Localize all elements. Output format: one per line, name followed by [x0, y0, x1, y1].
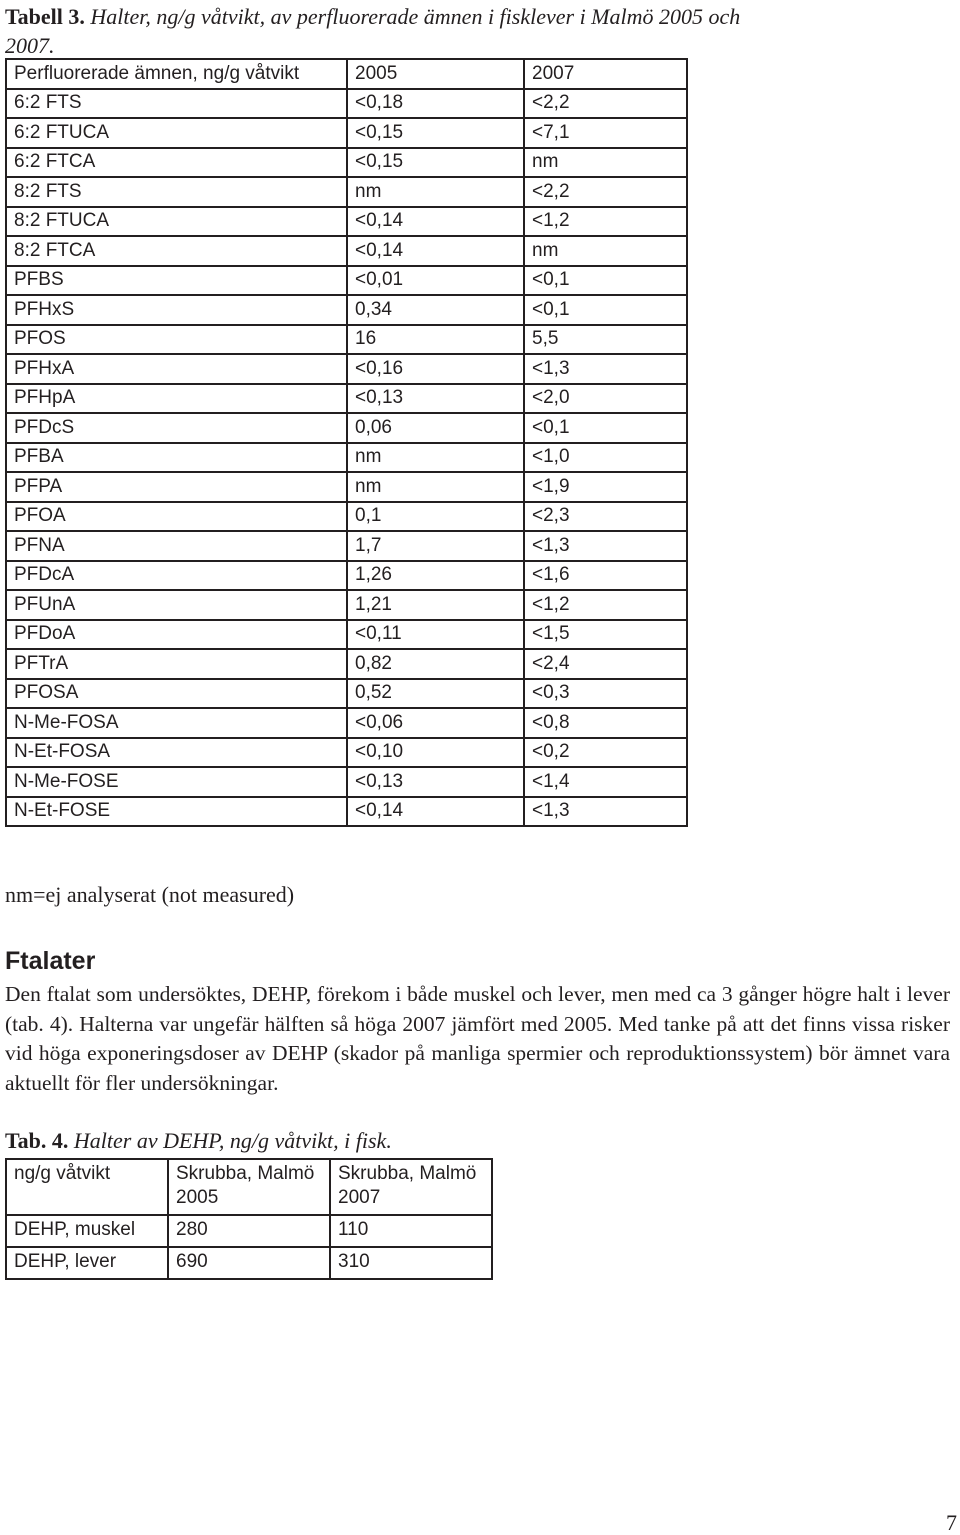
table3-title: Halter, ng/g våtvikt, av perfluorerade ämnen i fisklever i Malmö 2005 och 2007. — [5, 4, 741, 58]
table-row — [6, 325, 687, 355]
table-cell: nm — [524, 236, 687, 266]
table-cell: PFHxS — [6, 295, 347, 325]
header-cell: Skrubba, Malmö 2007 — [330, 1159, 492, 1215]
table-cell: PFTrA — [6, 649, 347, 679]
page-number: 7 — [946, 1510, 957, 1535]
table-cell: PFPA — [6, 472, 347, 502]
table-cell: <1,9 — [524, 472, 687, 502]
table-cell: <1,0 — [524, 443, 687, 473]
table-row — [6, 502, 687, 532]
section-heading: Ftalater — [5, 947, 96, 975]
table-row — [6, 207, 687, 237]
table-cell: <2,2 — [524, 177, 687, 207]
table-cell: <0,06 — [347, 708, 524, 738]
table-cell: <7,1 — [524, 118, 687, 148]
table-cell: 1,7 — [347, 531, 524, 561]
header-cell: 2007 — [524, 59, 687, 89]
table-row — [6, 531, 687, 561]
header-row — [6, 59, 687, 89]
table-cell: 0,52 — [347, 679, 524, 709]
table-cell: <0,13 — [347, 384, 524, 414]
table-cell: nm — [347, 177, 524, 207]
table-cell: 0,82 — [347, 649, 524, 679]
table-row — [6, 738, 687, 768]
table-row — [6, 384, 687, 414]
dehp-table — [5, 1158, 493, 1280]
table-cell: <0,14 — [347, 797, 524, 827]
table-cell: <1,4 — [524, 767, 687, 797]
table-cell: <1,3 — [524, 531, 687, 561]
table-cell: DEHP, lever — [6, 1247, 168, 1279]
table-cell: PFOS — [6, 325, 347, 355]
table-row — [6, 266, 687, 296]
table-cell: <0,2 — [524, 738, 687, 768]
table-cell: <0,14 — [347, 236, 524, 266]
header-cell: 2005 — [347, 59, 524, 89]
table-row — [6, 620, 687, 650]
table-cell: <0,01 — [347, 266, 524, 296]
table-cell: <0,3 — [524, 679, 687, 709]
table-row — [6, 797, 687, 827]
table-row — [6, 561, 687, 591]
table-row — [6, 413, 687, 443]
table-cell: <1,2 — [524, 207, 687, 237]
table4-caption — [5, 1126, 392, 1156]
table3-caption — [5, 2, 795, 60]
table-cell: 6:2 FTS — [6, 89, 347, 119]
table-cell: 280 — [168, 1215, 330, 1247]
table-row — [6, 708, 687, 738]
table-cell: PFOSA — [6, 679, 347, 709]
table-cell: DEHP, muskel — [6, 1215, 168, 1247]
table-cell: <0,10 — [347, 738, 524, 768]
table-cell: PFDoA — [6, 620, 347, 650]
table-row — [6, 649, 687, 679]
table4-label: Tab. 4. — [5, 1128, 69, 1153]
table-row — [6, 295, 687, 325]
table-cell: 310 — [330, 1247, 492, 1279]
table-cell: <1,5 — [524, 620, 687, 650]
table-row — [6, 89, 687, 119]
table-row — [6, 1247, 492, 1279]
table-cell: 8:2 FTS — [6, 177, 347, 207]
table-cell: 6:2 FTUCA — [6, 118, 347, 148]
table-cell: <0,18 — [347, 89, 524, 119]
table-cell: PFDcA — [6, 561, 347, 591]
table-cell: PFBA — [6, 443, 347, 473]
table-cell: <1,2 — [524, 590, 687, 620]
table-cell: PFNA — [6, 531, 347, 561]
table4-title: Halter av DEHP, ng/g våtvikt, i fisk. — [73, 1128, 392, 1153]
table-cell: N-Me-FOSE — [6, 767, 347, 797]
header-cell: Skrubba, Malmö 2005 — [168, 1159, 330, 1215]
table-cell: nm — [347, 472, 524, 502]
table-cell: <0,15 — [347, 118, 524, 148]
table-row — [6, 590, 687, 620]
table-cell: 0,1 — [347, 502, 524, 532]
table-cell: PFHxA — [6, 354, 347, 384]
table-row — [6, 1215, 492, 1247]
table-row — [6, 354, 687, 384]
table-cell: N-Et-FOSE — [6, 797, 347, 827]
table-cell: PFBS — [6, 266, 347, 296]
table-cell: <0,14 — [347, 207, 524, 237]
table3-note: nm=ej analyserat (not measured) — [5, 882, 295, 907]
table-cell: 6:2 FTCA — [6, 148, 347, 178]
table-row — [6, 118, 687, 148]
pfas-table — [5, 58, 688, 827]
table-cell: <0,1 — [524, 295, 687, 325]
table-cell: 1,26 — [347, 561, 524, 591]
table-cell: <0,11 — [347, 620, 524, 650]
table-row — [6, 443, 687, 473]
table-cell: <2,2 — [524, 89, 687, 119]
table-cell: 5,5 — [524, 325, 687, 355]
table-cell: <1,3 — [524, 797, 687, 827]
table-cell: 8:2 FTUCA — [6, 207, 347, 237]
table-cell: <2,3 — [524, 502, 687, 532]
table-row — [6, 767, 687, 797]
table-cell: N-Me-FOSA — [6, 708, 347, 738]
table-cell: PFOA — [6, 502, 347, 532]
table-cell: PFHpA — [6, 384, 347, 414]
table-cell: 110 — [330, 1215, 492, 1247]
table-cell: <1,6 — [524, 561, 687, 591]
table-cell: <0,1 — [524, 413, 687, 443]
table-cell: <0,8 — [524, 708, 687, 738]
table-cell: 1,21 — [347, 590, 524, 620]
table-row — [6, 177, 687, 207]
header-row — [6, 1159, 492, 1215]
table-cell: 690 — [168, 1247, 330, 1279]
table-cell: PFUnA — [6, 590, 347, 620]
table-cell: nm — [524, 148, 687, 178]
table-cell: PFDcS — [6, 413, 347, 443]
table-cell: 0,34 — [347, 295, 524, 325]
table-cell: <2,0 — [524, 384, 687, 414]
table-cell: <1,3 — [524, 354, 687, 384]
header-cell: Perfluorerade ämnen, ng/g våtvikt — [6, 59, 347, 89]
table-cell: 0,06 — [347, 413, 524, 443]
table-cell: <2,4 — [524, 649, 687, 679]
table-cell: 16 — [347, 325, 524, 355]
table-cell: <0,16 — [347, 354, 524, 384]
table-cell: <0,13 — [347, 767, 524, 797]
table-cell: <0,15 — [347, 148, 524, 178]
table-cell: <0,1 — [524, 266, 687, 296]
header-cell: ng/g våtvikt — [6, 1159, 168, 1215]
section-paragraph: Den ftalat som undersöktes, DEHP, förekom i både muskel och lever, men med ca 3 gånger högre halt i lever (tab. 4). Halterna var ungefär hälften så höga 2007 jämfört med 2005. Med tanke på att det finns vissa risker vid höga exponeringsdoser av DEHP (skador på manliga spermier och reproduktionssystem) bör ämnet vara aktuellt för fler undersökningar. — [5, 982, 950, 1095]
table-row — [6, 236, 687, 266]
table-cell: N-Et-FOSA — [6, 738, 347, 768]
table-row — [6, 148, 687, 178]
table3-label: Tabell 3. — [5, 4, 85, 29]
table-cell: nm — [347, 443, 524, 473]
table-row — [6, 679, 687, 709]
table-cell: 8:2 FTCA — [6, 236, 347, 266]
table-row — [6, 472, 687, 502]
